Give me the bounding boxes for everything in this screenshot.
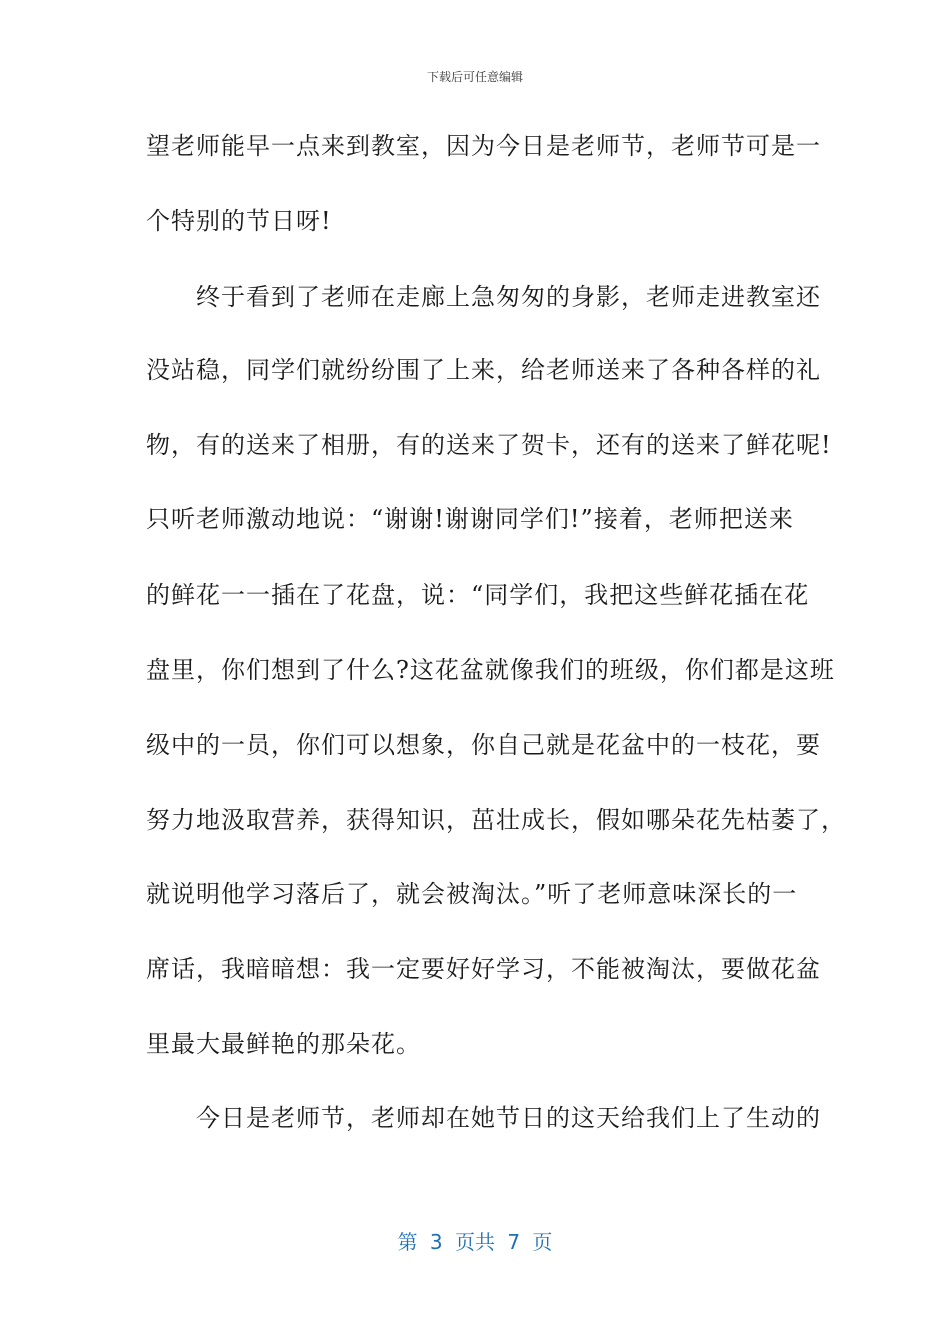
text-line: 级中的一员，你们可以想象，你自己就是花盆中的一枝花，要: [146, 731, 821, 759]
text-line: 席话，我暗暗想：我一定要好好学习，不能被淘汰，要做花盆: [146, 955, 821, 983]
text-line: 努力地汲取营养，获得知识，茁壮成长，假如哪朵花先枯萎了，: [146, 806, 846, 834]
text-line: 没站稳，同学们就纷纷围了上来，给老师送来了各种各样的礼: [146, 356, 821, 384]
text-line: 物，有的送来了相册，有的送来了贺卡，还有的送来了鲜花呢!: [146, 431, 832, 459]
text-line: 里最大最鲜艳的那朵花。: [146, 1030, 421, 1058]
text-line: 就说明他学习落后了，就会被淘汰。”听了老师意味深长的一: [146, 880, 798, 908]
text-line: 今日是老师节，老师却在她节日的这天给我们上了生动的: [146, 1104, 821, 1132]
header-note: 下载后可任意编辑: [426, 70, 523, 84]
text-line: 只听老师激动地说：“谢谢!谢谢同学们!”接着，老师把送来: [146, 505, 794, 533]
text-line: 的鲜花一一插在了花盘，说：“同学们，我把这些鲜花插在花: [146, 581, 810, 609]
text-line: 望老师能早一点来到教室，因为今日是老师节，老师节可是一: [146, 132, 821, 160]
text-line: 终于看到了老师在走廊上急匆匆的身影，老师走进教室还: [146, 283, 821, 311]
page-number-footer: 第 3 页共 7 页: [397, 1230, 553, 1254]
text-line: 个特别的节日呀!: [146, 207, 332, 235]
text-line: 盘里，你们想到了什么?这花盆就像我们的班级，你们都是这班: [146, 656, 835, 684]
